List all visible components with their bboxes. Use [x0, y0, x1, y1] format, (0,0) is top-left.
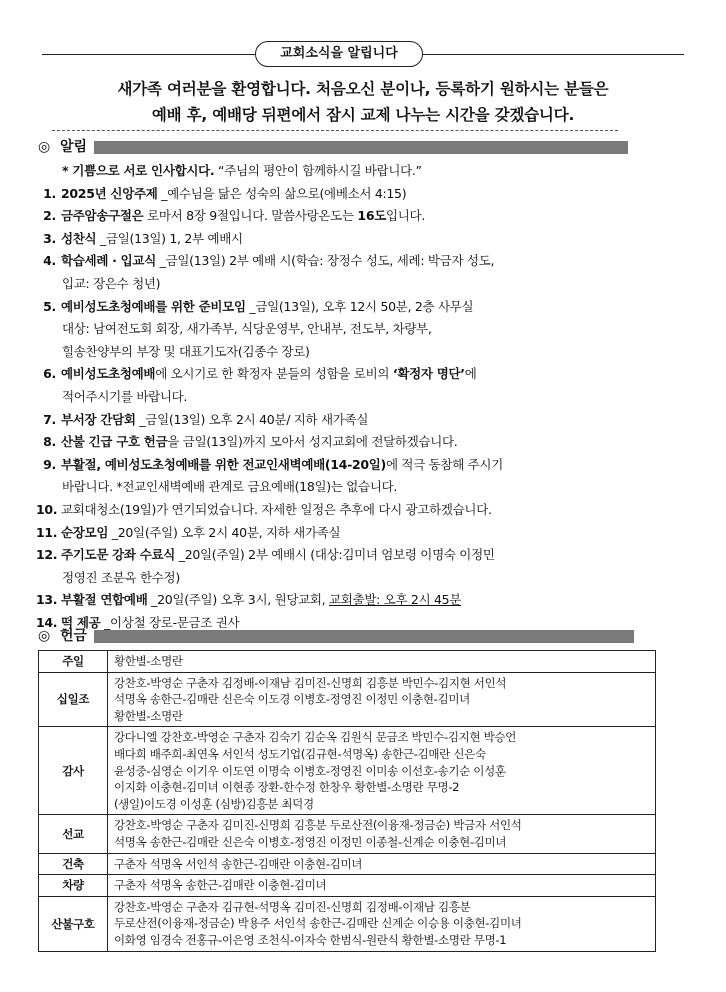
offering-names: 강찬호-박영순 구춘자 김미진-신명희 김흥분 두로산전(이융재-정금순) 박금자 서인석 석명옥 송한근-김매란 신은숙 이병호-정영진 이정민 이종철-신계순 이충현-김미녀	[108, 815, 656, 853]
notice-item: 10. 교회대청소(19일)가 연기되었습니다. 자세한 일정은 추후에 다시 광고하겠습니다.	[36, 501, 492, 517]
notice-item: 11. 순장모임 _20일(주일) 오후 2시 40분, 지하 새가족실	[36, 524, 341, 540]
notice-item: 4. 학습세례 · 입교식 _금일(13일) 2부 예배 시(학습: 장정수 성도, 세례: 박금자 성도,	[43, 253, 495, 269]
notice-continuation: 대상: 남여전도회 회장, 새가족부, 식당운영부, 안내부, 전도부, 차량부,	[62, 321, 432, 337]
notice-continuation: 입교: 장은수 청년)	[62, 275, 161, 291]
table-row	[39, 651, 656, 673]
dashed-divider	[52, 130, 618, 131]
offering-names: 강찬호-박영순 구춘자 김정배-이재남 김미진-신명희 김흥분 박민수-김지현 서인석 석명옥 송한근-김매란 신은숙 이도경 이병호-정영진 이정민 이충현-김미녀 황한별-소명란	[108, 672, 656, 727]
notice-continuation: 적어주시기를 바랍니다.	[62, 388, 188, 404]
offering-category: 주일	[39, 651, 108, 673]
offering-names: 구춘자 석명옥 송한근-김매란 이충현-김미녀	[108, 875, 656, 897]
banner-title: 교회소식을 알립니다	[255, 41, 423, 67]
offering-names: 강찬호-박영순 구춘자 김규현-석명옥 김미진-신명희 김정배-이재남 김흥분 두로산전(이융재-정금순) 박용주 서인석 송한근-김매란 신계순 이승용 이충현-김미녀 이화영 임경숙 전홍규-이은영 조천식-이자숙 한범식-원란식 황한별-소명란 무명-1	[108, 896, 656, 951]
notice-item: 14. 떡 제공 _이상철 장로-문금조 권사	[36, 614, 240, 630]
offering-category: 선교	[39, 815, 108, 853]
double-circle-icon: ◎	[38, 139, 51, 155]
offering-category: 산불구호	[39, 896, 108, 951]
notice-continuation: 바랍니다. *전교인새벽예배 관계로 금요예배(18일)는 없습니다.	[62, 479, 398, 495]
notice-item: 8. 산불 긴급 구호 헌금을 금일(13일)까지 모아서 성지교회에 전달하겠습니다.	[43, 434, 458, 450]
welcome-line-2: 예배 후, 예배당 뒤편에서 잠시 교제 나누는 시간을 갖겠습니다.	[151, 106, 575, 124]
notice-item: 2. 금주암송구절은 로마서 8장 9절입니다. 말씀사랑온도는 16도입니다.	[43, 208, 425, 224]
notice-continuation: 힐송찬양부의 부장 및 대표기도자(김종수 장로)	[62, 343, 310, 359]
table-row	[39, 672, 656, 727]
offering-header	[38, 627, 634, 645]
double-circle-icon: ◎	[38, 628, 51, 644]
offering-category: 차량	[39, 875, 108, 897]
offering-table	[38, 650, 656, 952]
notices-header-bar	[94, 141, 628, 154]
offering-names: 강다니엘 강찬호-박영순 구춘자 김숙기 김순옥 김원식 문금조 박민수-김지현 박승언 배다희 배주희-최연옥 서인석 성도기업(김규현-석명옥) 송한근-김매란 신은숙 윤성중-심영순 이기우 이도연 이명숙 이병호-정영진 이미송 이선호-송기순 이성훈 이지화 이충현-김미녀 이현종 장환-한수정 한창우 황한별-소명란 무명-2 (생일)이도경 이성훈 (심방)김흥분 최덕경	[108, 727, 656, 815]
notice-continuation: 정영진 조분옥 한수정)	[62, 569, 180, 585]
offering-names: 구춘자 석명옥 서인석 송한근-김매란 이충현-김미녀	[108, 853, 656, 875]
table-row	[39, 896, 656, 951]
notice-item: 12. 주기도문 강좌 수료식 _20일(주일) 2부 예배시 (대상:김미녀 엄보령 이명숙 이정민	[36, 547, 495, 563]
table-row	[39, 875, 656, 897]
offering-names: 황한별-소명란	[108, 651, 656, 673]
notice-item: 9. 부활절, 예비성도초청예배를 위한 전교인새벽예배(14-20일)에 적극 동참해 주시기	[43, 456, 503, 472]
banner	[0, 40, 726, 70]
notice-item: 1. 2025년 신앙주제 _예수님을 닮은 성숙의 삶으로(에베소서 4:15)	[43, 185, 407, 201]
offering-category: 건축	[39, 853, 108, 875]
table-row	[39, 727, 656, 815]
notice-item: 5. 예비성도초청예배를 위한 준비모임 _금일(13일), 오후 12시 50분, 2층 사무실	[43, 298, 474, 314]
notice-item: 6. 예비성도초청예배에 오시기로 한 확정자 분들의 성함을 로비의 ‘확정자 명단’에	[43, 366, 477, 382]
welcome-message	[40, 76, 686, 128]
offering-category: 감사	[39, 727, 108, 815]
welcome-line-1: 새가족 여러분을 환영합니다. 처음오신 분이나, 등록하기 원하시는 분들은	[117, 80, 609, 98]
offering-title: 헌금	[60, 628, 88, 644]
notice-item: 7. 부서장 간담회 _금일(13일) 오후 2시 40분/ 지하 새가족실	[43, 411, 369, 427]
notice-item: 3. 성찬식 _금일(13일) 1, 2부 예배시	[43, 230, 243, 246]
table-row	[39, 815, 656, 853]
notices-list	[36, 160, 656, 634]
notices-header	[38, 138, 628, 156]
notices-title: 알림	[60, 139, 88, 155]
notice-item: 13. 부활절 연합예배 _20일(주일) 오후 3시, 원당교회, 교회출발: 오후 2시 45분	[36, 592, 462, 608]
offering-header-bar	[94, 630, 634, 643]
offering-category: 십일조	[39, 672, 108, 727]
table-row	[39, 853, 656, 875]
greeting-line: * 기쁨으로 서로 인사합시다. “주님의 평안이 함께하시길 바랍니다.”	[62, 163, 422, 178]
